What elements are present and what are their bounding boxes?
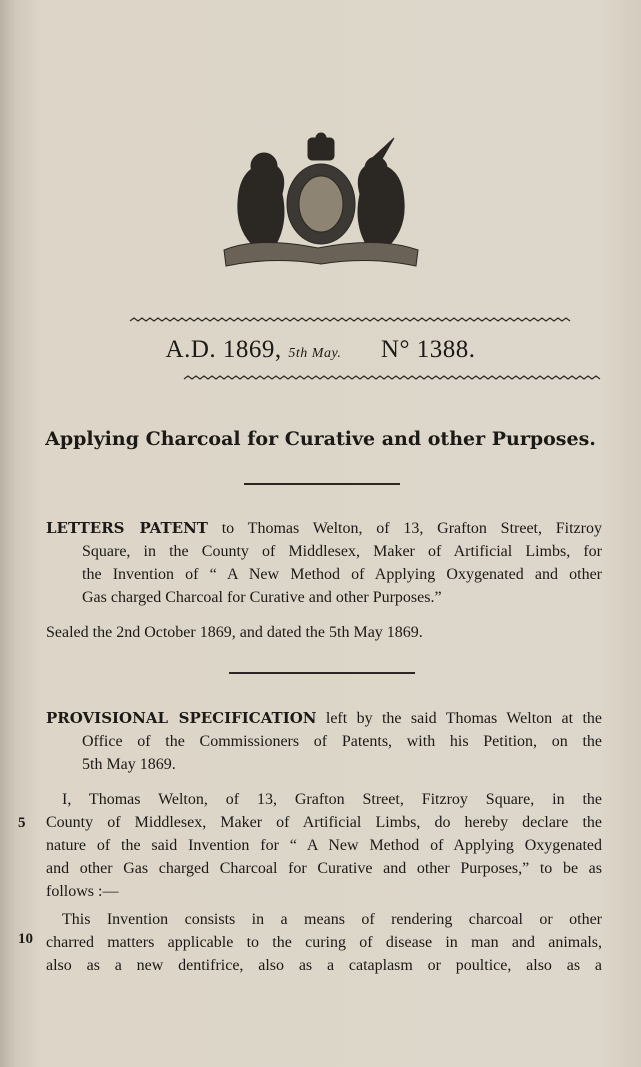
declaration-paragraph: I, Thomas Welton, of 13, Grafton Street, Fitzroy Square, in the County of Middlesex, Maker of Artificial Limbs, do hereby declare the nature of the said Invention for “ A New Method of Applying Oxygenated and other Gas charged Charcoal for Curative and other Purposes,” to be as follows :—: [46, 791, 602, 900]
royal-coat-of-arms-icon: [218, 132, 424, 272]
ornamental-rule-top: [0, 316, 641, 326]
patent-heading: [0, 336, 641, 364]
patent-date: 5th May.: [288, 346, 342, 361]
patent-year: A.D. 1869,: [165, 336, 282, 363]
invention-paragraph: This Invention consists in a means of rendering charcoal or other charred matters applicable to the curing of disease in man and animals, also as a new dentifrice, also as a cataplasm or poultice, also as a: [46, 911, 602, 974]
letters-patent-paragraph: LETTERS PATENT to Thomas Welton, of 13, Grafton Street, Fitzroy Square, in the County of Middlesex, Maker of Artificial Limbs, for the Invention of “ A New Method of Applying Oxygenated and other Gas charged Charcoal for Curative and other Purposes.”: [46, 519, 602, 606]
line-number: 5: [18, 815, 26, 831]
sealed-line: Sealed the 2nd October 1869, and dated the 5th May 1869.: [46, 624, 423, 641]
line-number: 10: [18, 931, 33, 947]
divider-rule: [229, 672, 415, 674]
ornamental-rule-bottom: [0, 374, 641, 384]
provisional-specification-paragraph: PROVISIONAL SPECIFICATION left by the said Thomas Welton at the Office of the Commissioners of Patents, with his Petition, on the 5th May 1869.: [46, 709, 603, 773]
patent-number: N° 1388.: [380, 336, 476, 363]
divider-rule: [244, 483, 400, 485]
document-title: Applying Charcoal for Curative and other Purposes.: [45, 428, 596, 450]
